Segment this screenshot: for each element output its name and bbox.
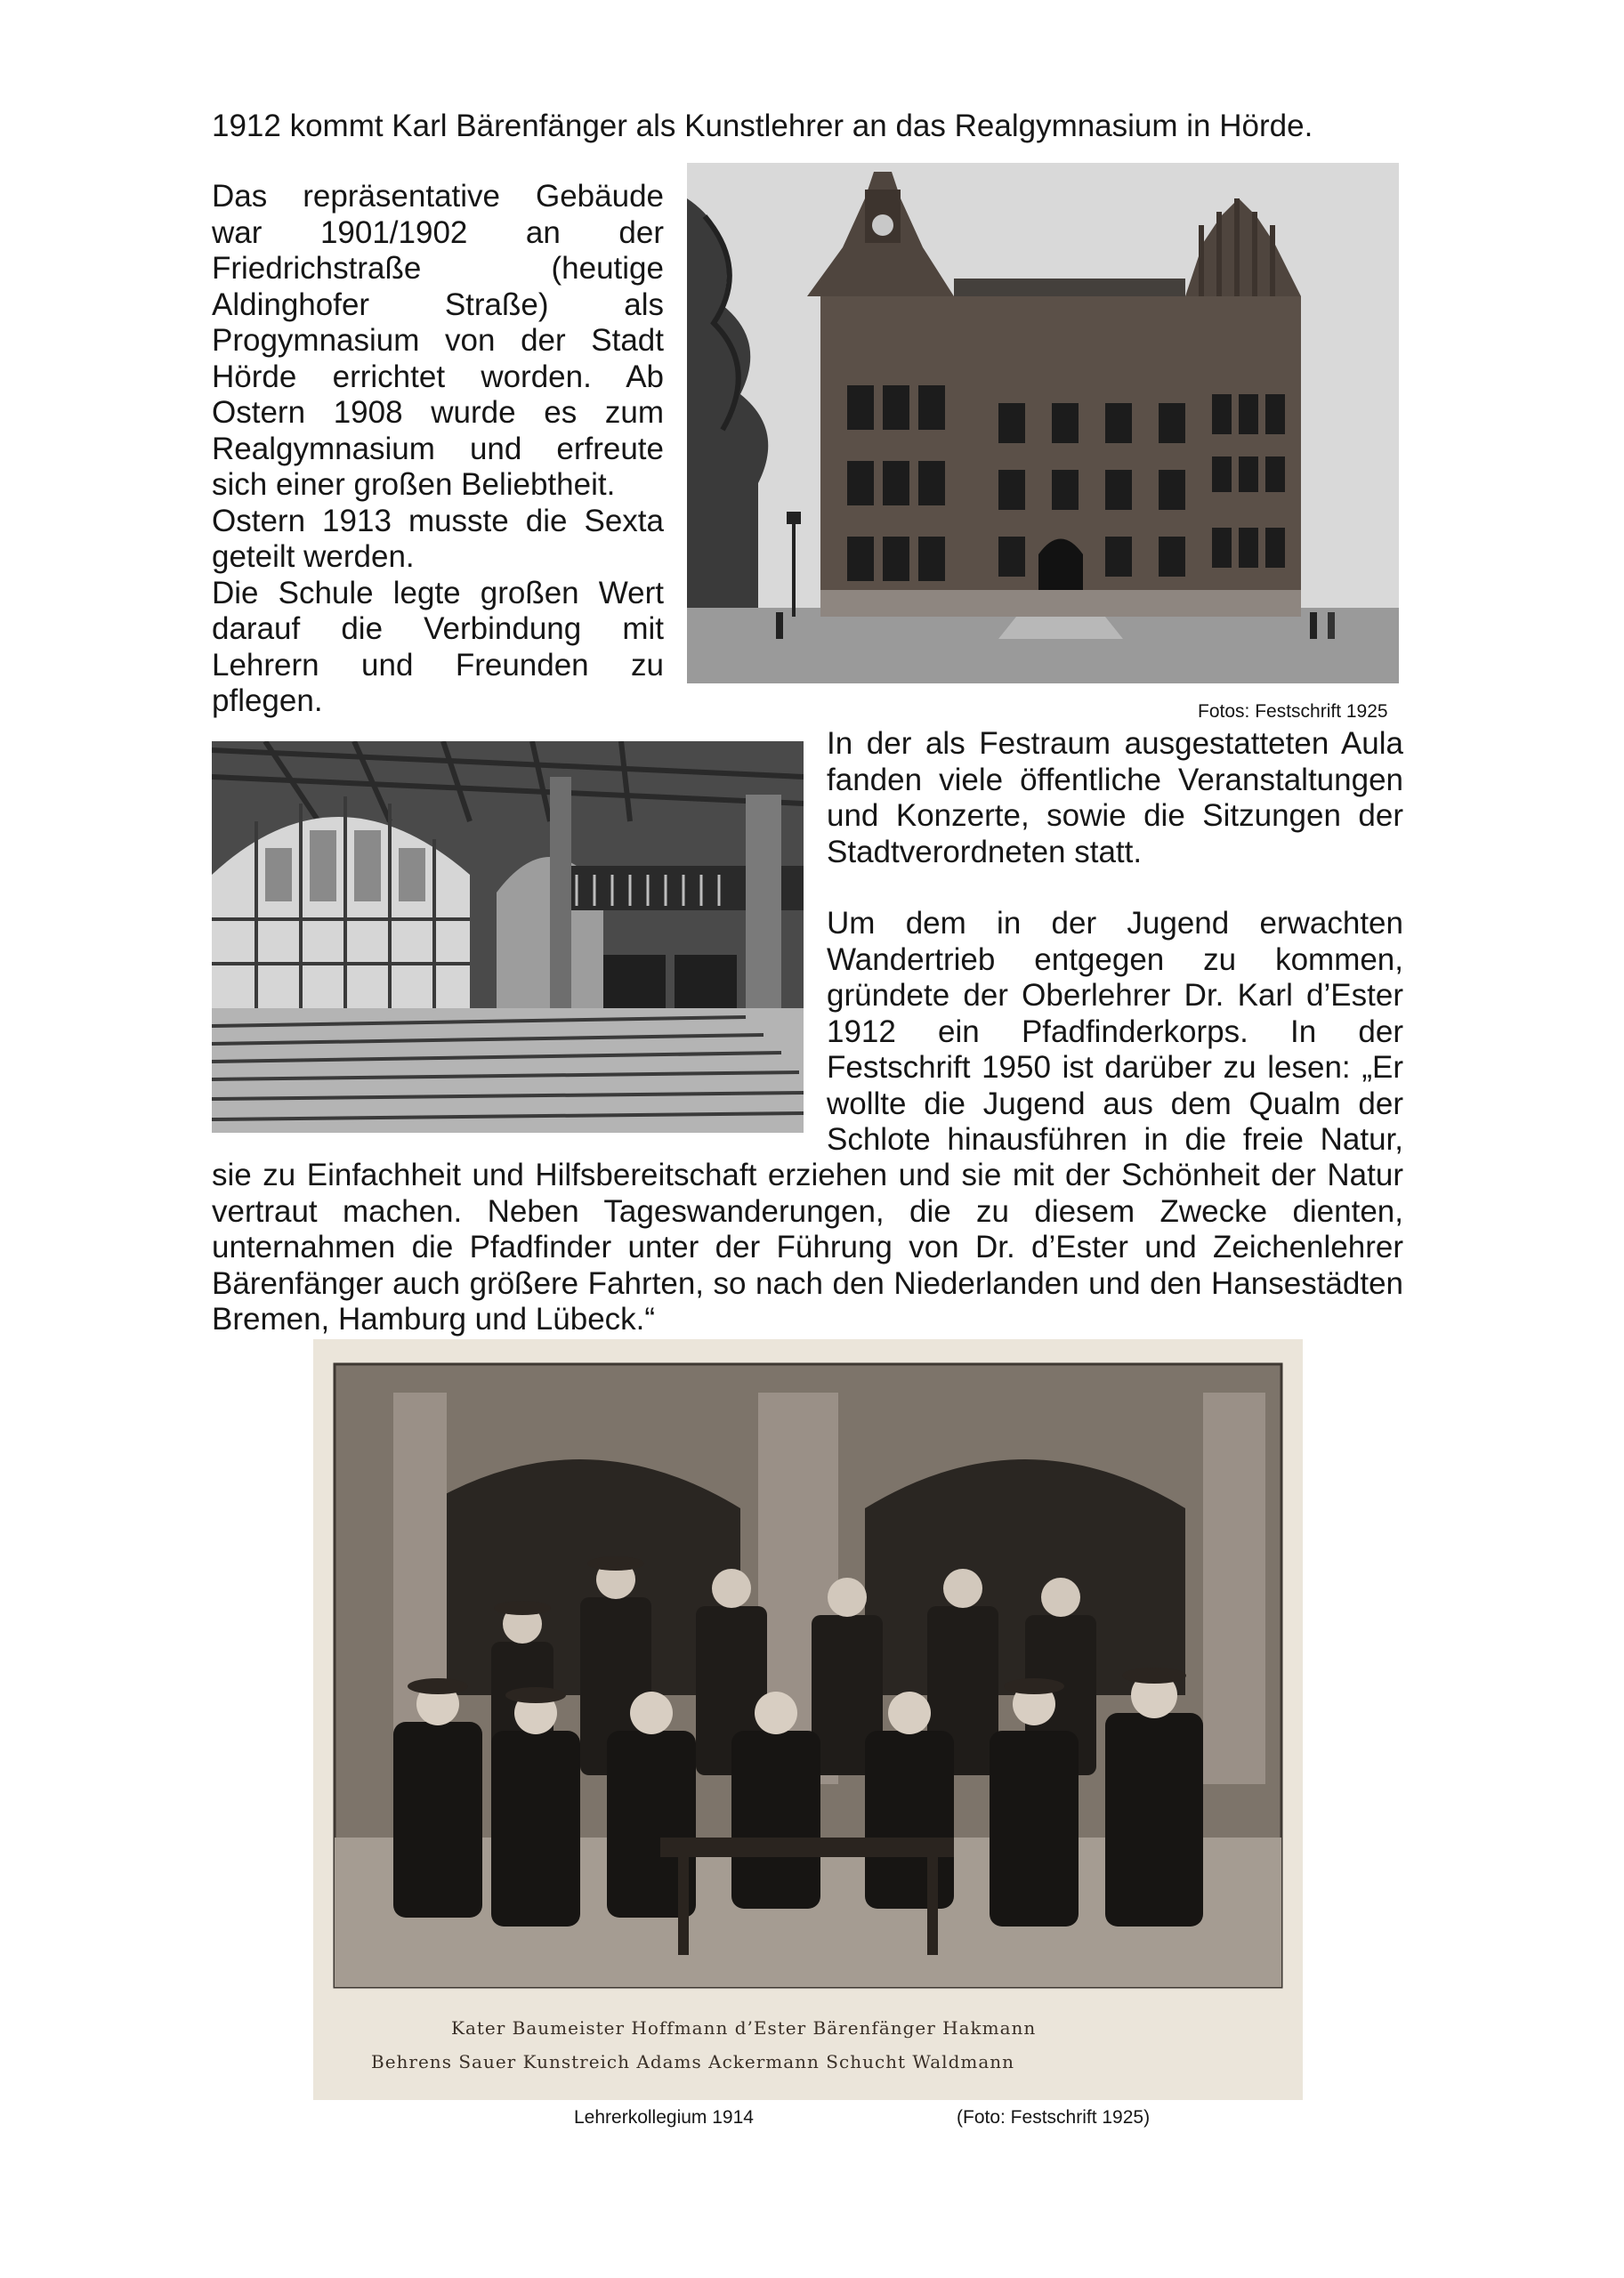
text-line: Festschrift 1950 ist darüber zu lesen: „Er [827,1050,1403,1085]
caption-left: Lehrerkollegium 1914 [574,2107,754,2128]
teachers-group-photo [313,1339,1303,2100]
text-line: Das repräsentative Gebäude [212,179,664,214]
photo-credit: Fotos: Festschrift 1925 [1198,701,1388,722]
text-line: und Konzerte, sowie die Sitzungen der [827,798,1403,833]
text-line: Stadtverordneten statt. [827,834,1143,869]
text-line: fanden viele öffentliche Veranstaltungen [827,762,1403,797]
text-line: Friedrichstraße (heutige [212,251,664,286]
text-line: Bärenfänger auch größere Fahrten, so nach den Niederlanden und den Hansestädten [212,1265,1403,1301]
text-line: In der als Festraum ausgestatteten Aula [827,726,1403,761]
text-line: Hörde errichtet worden. Ab [212,359,664,394]
names-row-2: Behrens Sauer Kunstreich Adams Ackermann Schucht Waldmann [371,2051,1015,2072]
school-building-photo [687,163,1399,683]
text-line: geteilt werden. [212,539,415,574]
text-line: Lehrern und Freunden zu [212,647,664,683]
text-line: 1912 ein Pfadfinderkorps. In der [827,1014,1403,1049]
text-line: Realgymnasium und erfreute [212,431,664,466]
text-line: Ostern 1913 musste die Sexta [212,503,664,538]
text-line: gründete der Oberlehrer Dr. Karl d’Ester [827,978,1403,1013]
text-line: Schlote hinausführen in die freie Natur, [827,1122,1403,1157]
text-line: Wandertrieb entgegen zu kommen, [827,941,1403,977]
caption-right: (Foto: Festschrift 1925) [957,2107,1151,2128]
left-column-text [212,179,664,720]
aula-paragraph [827,726,1403,870]
text-line: darauf die Verbindung mit [212,611,664,646]
text-line: pflegen. [212,683,323,718]
text-line: vertraut machen. Neben Tageswanderungen, die zu diesem Zwecke dienten, [212,1193,1403,1229]
scouts-paragraph-wide [212,1158,1403,1338]
aula-interior-photo [212,741,804,1133]
text-line: Aldinghofer Straße) als [212,287,664,322]
text-line: Bremen, Hamburg und Lübeck.“ [212,1302,656,1337]
page-heading: 1912 kommt Karl Bärenfänger als Kunstlehrer an das Realgymnasium in Hörde. [212,109,1313,143]
text-line: Die Schule legte großen Wert [212,575,664,610]
names-row-1: Kater Baumeister Hoffmann d’Ester Bärenfänger Hakmann [451,2017,1037,2039]
text-line: sie zu Einfachheit und Hilfsbereitschaft erziehen und sie mit der Schönheit der Natur [212,1158,1403,1192]
text-line: Ostern 1908 wurde es zum [212,395,664,430]
text-line: Progymnasium von der Stadt [212,323,664,358]
text-line: Um dem in der Jugend erwachten [827,906,1403,941]
text-line: wollte die Jugend aus dem Qualm der [827,1086,1403,1121]
text-line: sich einer großen Beliebtheit. [212,467,616,502]
scouts-paragraph-narrow [827,906,1403,1159]
text-line: unternahmen die Pfadfinder unter der Führung von Dr. d’Ester und Zeichenlehrer [212,1230,1403,1264]
text-line: war 1901/1902 an der [212,214,664,250]
